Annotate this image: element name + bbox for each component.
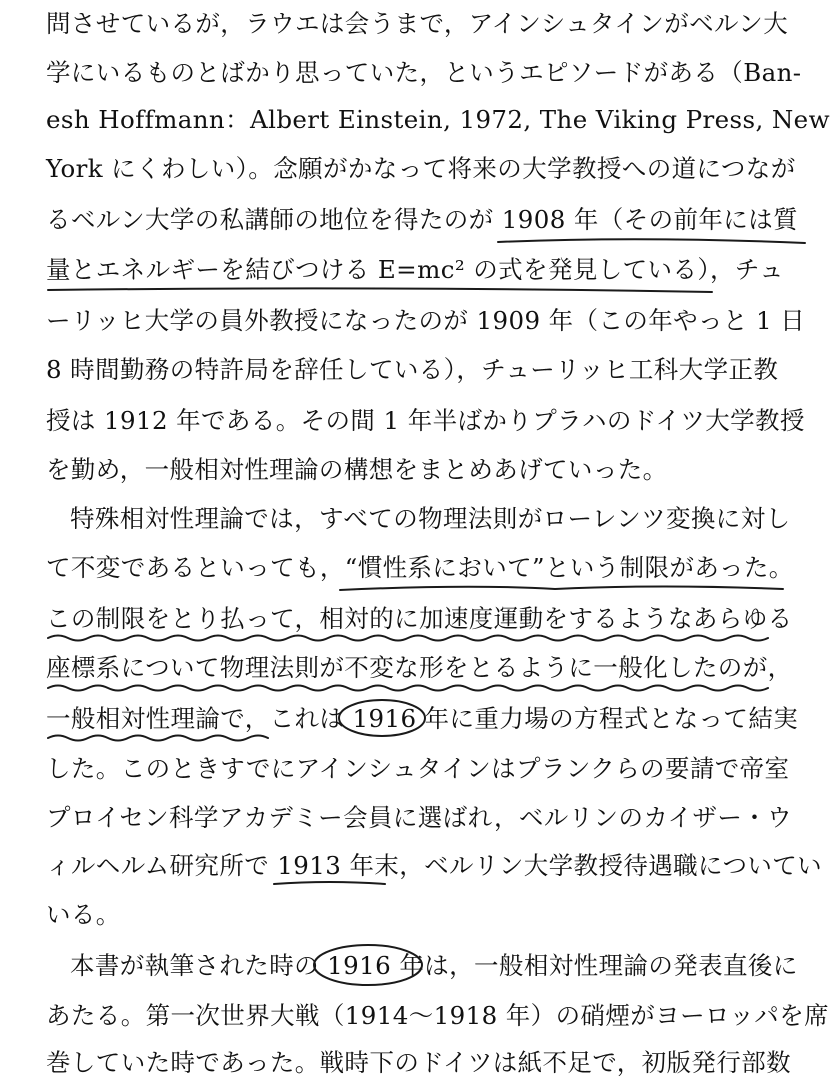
text-line-16: した。このときすでにアインシュタインはプランクらの要請で帝室 bbox=[46, 754, 790, 783]
text-line-12: て不変であるといっても，“慣性系において”という制限があった。 bbox=[46, 553, 794, 582]
text-line-2: 学にいるものとばかり思っていた，というエピソードがある（Ban- bbox=[46, 58, 802, 87]
text-line-11: 特殊相対性理論では，すべての物理法則がローレンツ変換に対し bbox=[70, 504, 791, 533]
text-line-18: ィルヘルム研究所で 1913 年末，ベルリン大学教授待遇職についてい bbox=[46, 851, 823, 880]
text-line-13: この制限をとり払って，相対的に加速度運動をするようなあらゆる bbox=[46, 604, 793, 633]
text-line-3: esh Hoffmann：Albert Einstein, 1972, The Viking Press, New bbox=[46, 105, 830, 134]
text-line-9: 授は 1912 年である。その間 1 年半ばかりプラハのドイツ大学教授 bbox=[46, 406, 805, 435]
text-line-21: あたる。第一次世界大戦（1914～1918 年）の硝煙がヨーロッパを席 bbox=[46, 1001, 829, 1030]
text-line-8: 8 時間勤務の特許局を辞任している），チューリッヒ工科大学正教 bbox=[46, 355, 779, 384]
text-line-10: を勤め，一般相対性理論の構想をまとめあげていった。 bbox=[46, 455, 668, 484]
text-line-19: いる。 bbox=[46, 900, 121, 929]
text-line-20: 本書が執筆された時の 1916 年は，一般相対性理論の発表直後に bbox=[70, 951, 798, 980]
text-line-5: るベルン大学の私講師の地位を得たのが 1908 年（その前年には質 bbox=[46, 205, 799, 234]
text-line-22: 巻していた時であった。戦時下のドイツは紙不足で，初版発行部数 bbox=[46, 1048, 792, 1077]
text-line-1: 問させているが，ラウエは会うまで，アインシュタインがベルン大 bbox=[46, 9, 789, 38]
text-line-4: York にくわしい）。念願がかなって将来の大学教授への道につなが bbox=[46, 154, 796, 183]
text-line-15: 一般相対性理論で，これは 1916 年に重力場の方程式となって結実 bbox=[46, 704, 799, 733]
text-line-6: 量とエネルギーを結びつける E=mc² の式を発見している），チュ bbox=[46, 255, 784, 284]
text-line-7: ーリッヒ大学の員外教授になったのが 1909 年（この年やっと 1 日 bbox=[46, 306, 806, 335]
text-line-14: 座標系について物理法則が不変な形をとるように一般化したのが， bbox=[46, 653, 793, 682]
text-line-17: プロイセン科学アカデミー会員に選ばれ，ベルリンのカイザー・ウ bbox=[46, 803, 793, 832]
